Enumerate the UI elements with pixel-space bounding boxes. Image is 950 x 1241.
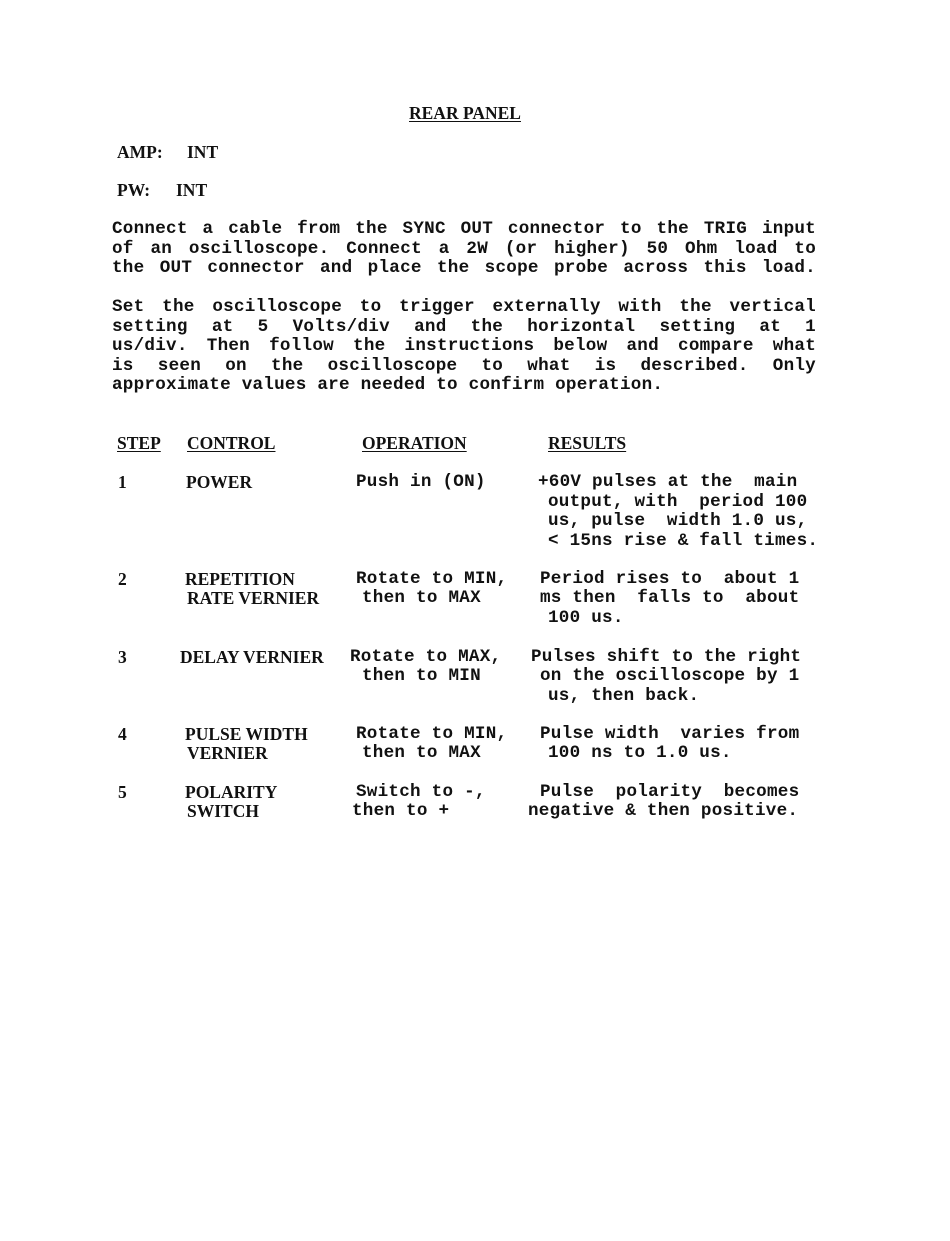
paragraph-line: the OUT connector and place the scope probe across this load. [112,258,816,278]
control-name: VERNIER [187,743,268,763]
result-line: us, then back. [548,686,700,706]
step-number: 4 [118,724,127,744]
result-line: negative & then positive. [528,801,799,821]
paragraph-line: is seen on the oscilloscope to what is described. Only [112,355,816,376]
control-name: SWITCH [187,801,259,821]
control-name: RATE VERNIER [187,588,320,608]
control-name: POWER [186,472,253,492]
result-line: ms then falls to about [540,588,800,608]
paragraph-line: Connect a cable from the SYNC OUT connector to the TRIG input [112,219,816,239]
header-results: RESULTS [548,433,627,453]
connection-paragraph [112,220,816,279]
control-name: DELAY VERNIER [180,647,324,667]
control-name: REPETITION [185,569,295,589]
paragraph-line: us/div. Then follow the instructions below and compare what [112,336,816,356]
result-line: Period rises to about 1 [540,569,800,589]
operation-text: Push in (ON) [356,472,486,492]
result-line: Pulse width varies from [540,724,800,744]
setup-paragraph [112,298,816,396]
step-number: 5 [118,782,127,802]
operation-text: then to MIN [362,666,481,686]
result-line: Pulses shift to the right [531,647,802,667]
control-name: PULSE WIDTH [185,724,308,744]
header-operation: OPERATION [362,433,467,453]
result-line: 100 us. [548,608,624,628]
pw-value: INT [176,180,208,200]
page-title: REAR PANEL [409,103,521,123]
header-step: STEP [117,433,161,453]
paragraph-line: of an oscilloscope. Connect a 2W (or higher) 50 Ohm load to [112,238,816,259]
operation-text: Rotate to MAX, [350,647,502,667]
operation-text: then to MAX [362,588,481,608]
result-line: output, with period 100 [548,492,808,512]
result-line: +60V pulses at the main [538,472,798,492]
paragraph-line: setting at 5 Volts/div and the horizontal setting at 1 [112,316,816,337]
result-line: us, pulse width 1.0 us, [548,511,808,531]
amp-label: AMP: [117,142,163,162]
result-line: < 15ns rise & fall times. [548,531,819,551]
step-number: 3 [118,647,127,667]
pw-label: PW: [117,180,151,200]
result-line: 100 ns to 1.0 us. [548,743,732,763]
operation-text: then to + [352,801,450,821]
step-number: 2 [118,569,127,589]
header-control: CONTROL [187,433,276,453]
operation-text: Rotate to MIN, [356,724,508,744]
result-line: on the oscilloscope by 1 [540,666,800,686]
control-name: POLARITY [185,782,278,802]
operation-text: Switch to -, [356,782,486,802]
operation-text: then to MAX [362,743,481,763]
paragraph-line: approximate values are needed to confirm operation. [112,375,664,395]
step-number: 1 [118,472,127,492]
amp-value: INT [187,142,219,162]
paragraph-line: Set the oscilloscope to trigger externally with the vertical [112,297,816,317]
result-line: Pulse polarity becomes [540,782,800,802]
operation-text: Rotate to MIN, [356,569,508,589]
